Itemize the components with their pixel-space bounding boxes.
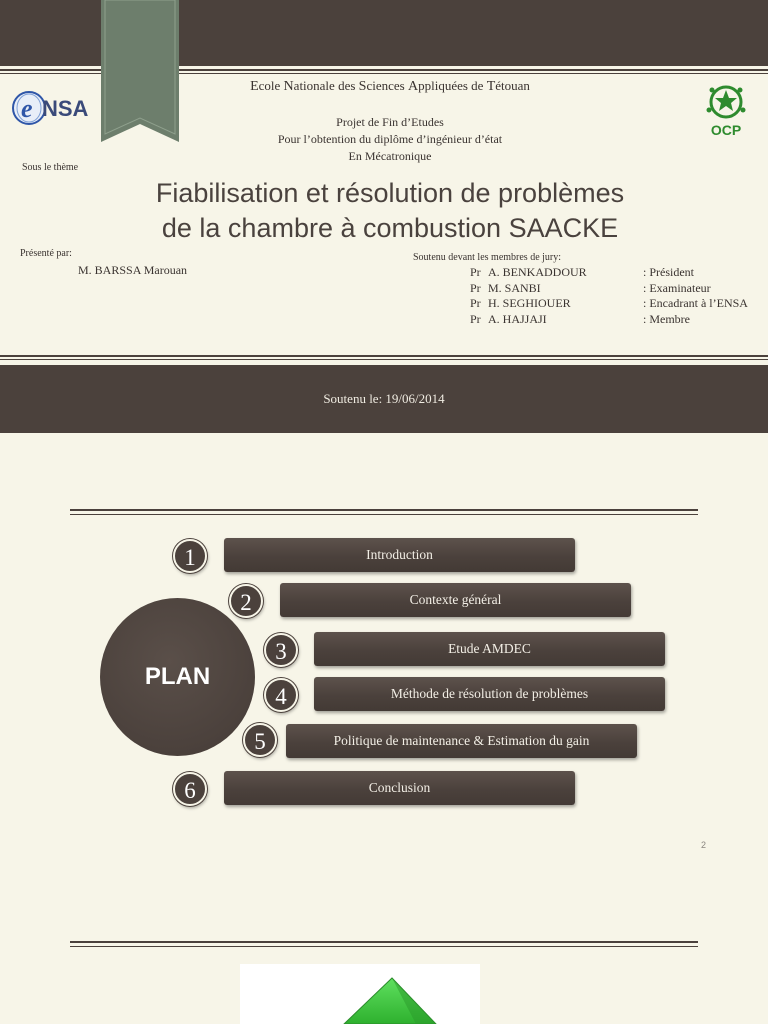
jury-member: Pr M. SANBI : Examinateur [470, 280, 711, 295]
jury-list [470, 265, 748, 327]
project-line-1: Projet de Fin d’Etudes [336, 115, 444, 129]
next-slide [0, 933, 768, 1024]
plan-item-context[interactable]: Contexte général [280, 583, 631, 617]
ensa-logo-text: NSA [42, 96, 89, 121]
slide-image [240, 964, 480, 1024]
plan-number-2: 2 [229, 584, 263, 618]
jury-label: Soutenu devant les membres de jury: [413, 252, 562, 263]
school-part: Tétouan [486, 78, 530, 94]
project-line-3: En Mécatronique [348, 149, 432, 163]
ocp-logo-text: OCP [710, 122, 742, 138]
jury-member: Pr A. BENKADDOUR : Président [470, 265, 694, 279]
plan-number-3: 3 [264, 633, 298, 667]
school-part: Nationale des [283, 78, 359, 94]
presenter-name: M. BARSSA Marouan [78, 263, 188, 277]
plan-item-method[interactable]: Méthode de résolution de problèmes [314, 677, 665, 711]
plan-slide [0, 433, 768, 933]
ensa-logo [12, 88, 98, 128]
defense-date: Soutenu le: 19/06/2014 [323, 391, 445, 406]
jury-member: Pr H. SEGHIOUER : Encadrant à l’ENSA [470, 296, 748, 310]
defense-date-band [0, 365, 768, 433]
bottom-divider [0, 355, 768, 360]
top-rule [70, 509, 698, 515]
theme-label: Sous le thème [22, 162, 79, 173]
plan-item-conclusion[interactable]: Conclusion [224, 771, 575, 805]
school-part: Sciences [358, 78, 408, 94]
page-number: 2 [700, 840, 706, 850]
school-name [0, 78, 768, 95]
jury-member: Pr A. HAJJAJI : Membre [470, 311, 690, 326]
plan-number-4: 4 [264, 678, 298, 712]
school-part: Appliquées de [407, 78, 487, 94]
title-line: Fiabilisation et résolution de problèmes [155, 178, 625, 208]
title-slide [0, 0, 768, 433]
plan-item-amdec[interactable]: Etude AMDEC [314, 632, 665, 666]
plan-number-5: 5 [243, 723, 277, 757]
project-line-2: Pour l’obtention du diplôme d’ingénieur d’état [277, 132, 503, 146]
title-line: de la chambre à combustion SAACKE [161, 213, 619, 243]
plan-item-introduction[interactable]: Introduction [224, 538, 575, 572]
plan-number-1: 1 [173, 539, 207, 573]
ocp-logo [700, 82, 752, 140]
presented-label: Présenté par: [20, 248, 72, 259]
plan-number-6: 6 [173, 772, 207, 806]
plan-label: PLAN [144, 663, 211, 690]
top-rule [70, 941, 698, 947]
school-part: Ecole [250, 78, 284, 94]
ensa-logo-mark: e [21, 94, 33, 123]
plan-item-maintenance[interactable]: Politique de maintenance & Estimation du gain [286, 724, 637, 758]
plan-circle [100, 598, 255, 756]
slide-title [0, 176, 768, 246]
